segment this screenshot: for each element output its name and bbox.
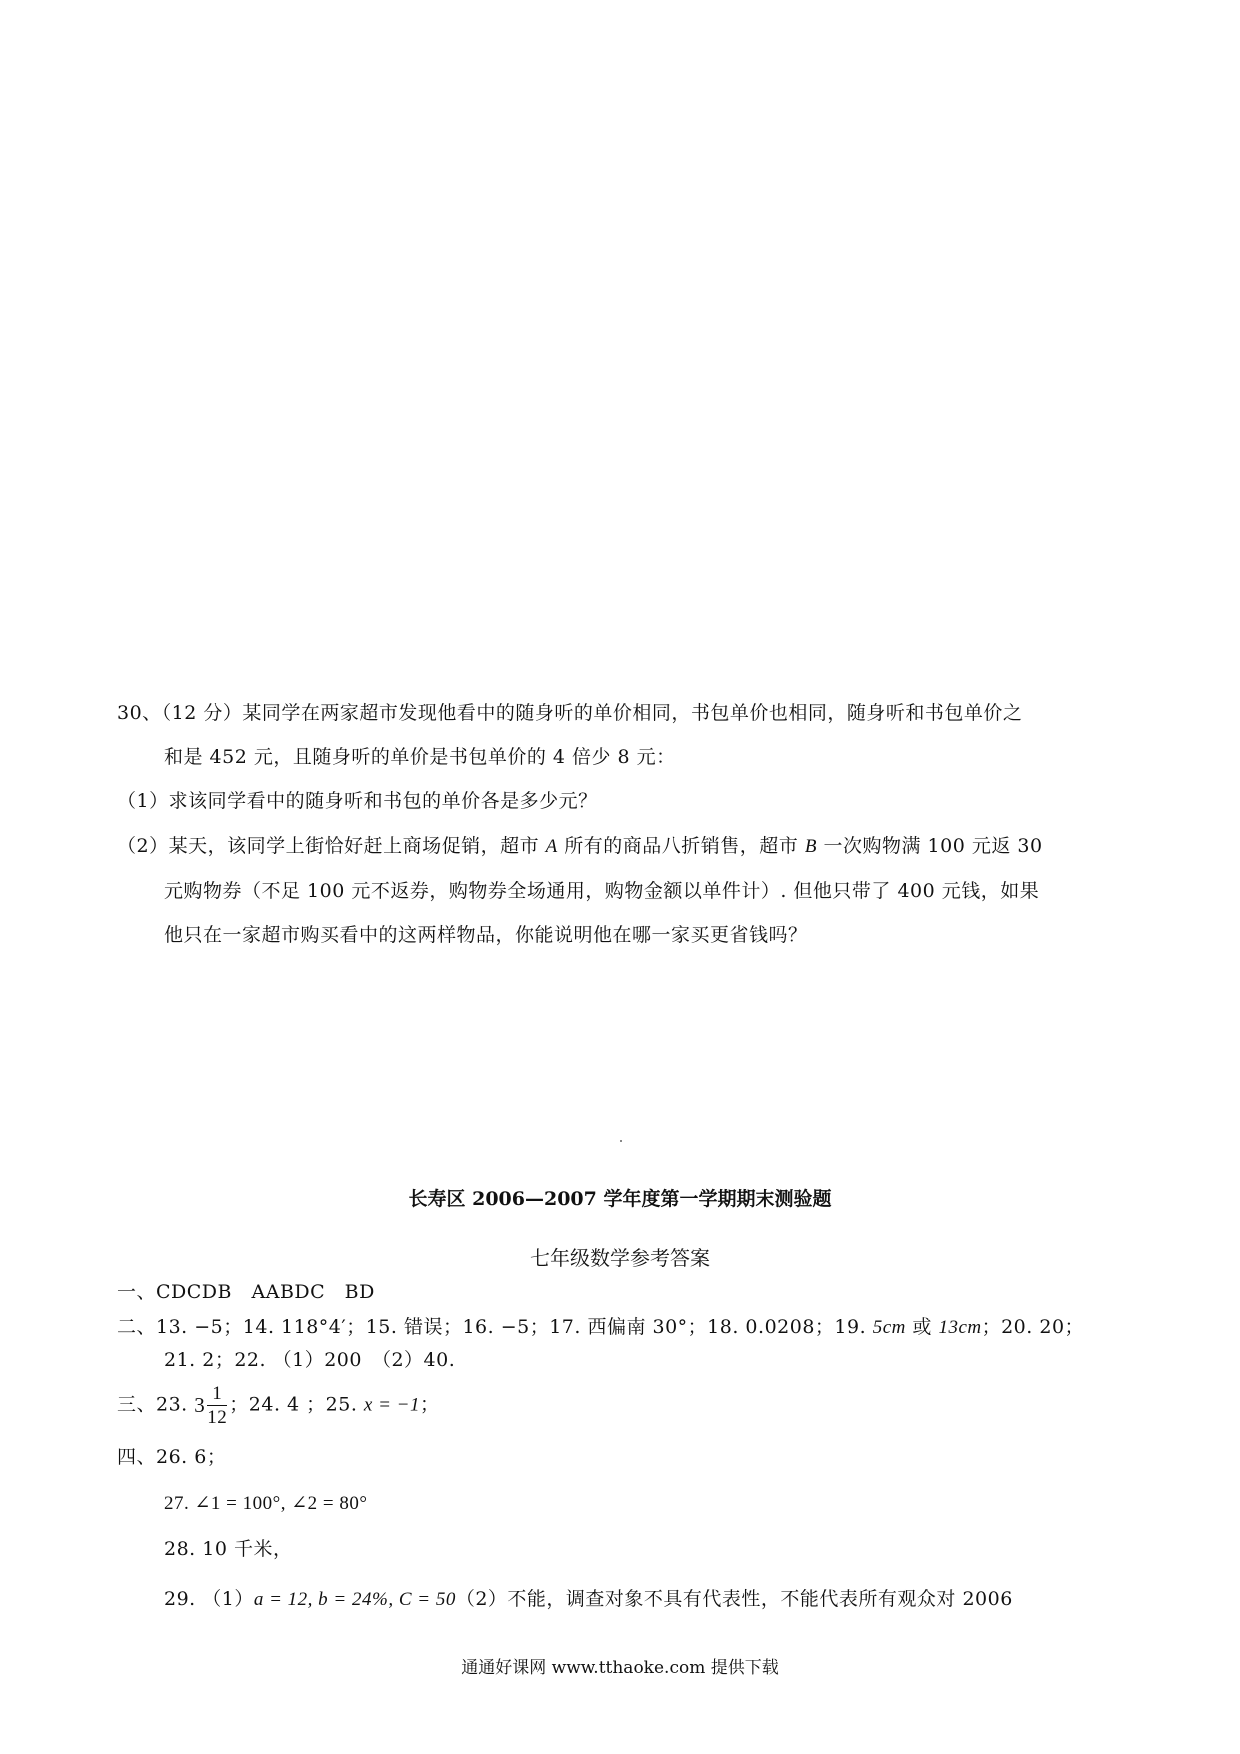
answer-section-2-line-1 [117,1318,1084,1337]
answer-28: 28. 10 千米， [164,1538,293,1560]
scan-speck [620,1140,622,1142]
sec2-math-13cm: 13cm [938,1317,982,1338]
fraction-numerator: 1 [207,1384,227,1406]
fraction-denominator: 12 [207,1407,228,1428]
problem-30-question-1: （1）求该同学看中的随身听和书包的单价各是多少元？ [117,790,598,812]
problem-30-question-2-line-3: 他只在一家超市购买看中的这两样物品，你能说明他在哪一家买更省钱吗？ [164,924,808,946]
var-b: B [804,836,817,857]
mixed-number-whole: 3 [194,1393,206,1417]
sec2-text-b: ；20. 20； [981,1316,1085,1338]
page-footer: 通通好课网 www.tthaoke.com 提供下载 [461,1658,779,1678]
answer-29 [164,1590,1013,1609]
sec2-math-5cm: 5cm [872,1317,906,1338]
sec3-equation: x = −1 [363,1394,420,1416]
sec3-text-c: ； [419,1393,440,1416]
answer-key-subtitle: 七年级数学参考答案 [530,1246,710,1270]
mixed-number-fraction [207,1384,227,1427]
sec2-text-a: 二、13. −5；14. 118°4′；15. 错误；16. −5；17. 西偏南 30°；18. 0.0208；19. [117,1316,873,1338]
q2-text-b: 所有的商品八折销售，超市 [564,835,799,857]
q2-text-a: （2）某天，该同学上街恰好赶上商场促销，超市 [117,835,540,857]
q2-text-c: 一次购物满 100 元返 30 [823,835,1043,857]
answer-section-2-line-2: 21. 2；22. （1）200 （2）40. [164,1349,456,1371]
sec2-or: 或 [905,1316,939,1338]
answer-key-title: 长寿区 2006—2007 学年度第一学期期末测验题 [408,1188,832,1210]
a29-text-b: （2）不能，调查对象不具有代表性，不能代表所有观众对 2006 [455,1588,1013,1610]
problem-30-question-2-line-2: 元购物券（不足 100 元不返券，购物券全场通用，购物金额以单件计）. 但他只带了 400 元钱，如果 [164,880,1040,902]
problem-30-question-2-line-1 [117,837,1043,856]
problem-30-line-2: 和是 452 元，且随身听的单价是书包单价的 4 倍少 8 元： [164,746,676,768]
sec3-text-b: ；24. 4 ；25. [229,1393,364,1416]
answer-27: 27. ∠1 = 100°, ∠2 = 80° [164,1493,368,1514]
a29-math: a = 12, b = 24%, C = 50 [253,1589,456,1610]
problem-30-line-1: 30、（12 分）某同学在两家超市发现他看中的随身听的单价相同，书包单价也相同，随身听和书包单价之 [117,702,1023,724]
answer-section-1: 一、CDCDB AABDC BD [117,1281,375,1303]
answer-section-3 [117,1384,440,1427]
var-a: A [545,836,558,857]
answer-section-4: 四、26. 6； [117,1446,227,1468]
a29-text-a: 29. （1） [164,1588,254,1610]
sec3-text-a: 三、23. [117,1393,195,1416]
